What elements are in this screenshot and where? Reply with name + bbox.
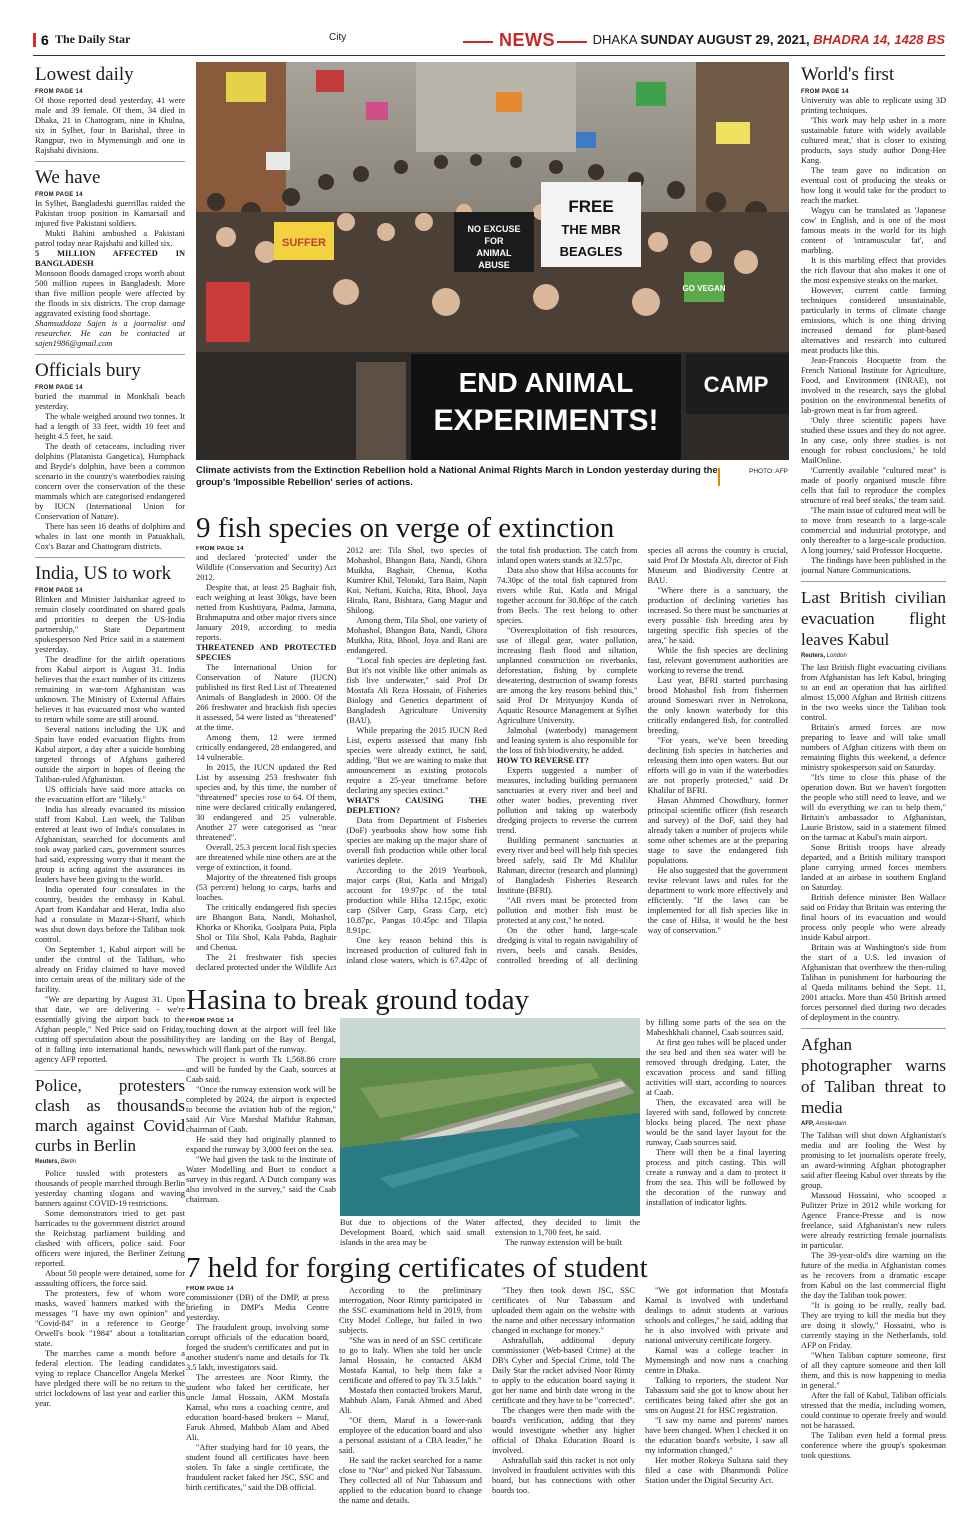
paragraph: In 2015, the IUCN updated the Red List by assessing 253 freshwater fish species and, by this time, the number of "threatened" species rose to 64. Of them, nine were declared critically endangered, 30 endangered and 25 vulnerable. Another 27 were categorised as "near threatened". <box>196 763 337 842</box>
paragraph: Britain's armed forces are now preparing to leave and will take small numbers of Afghan citizens with them on remaining flights this weekend, a defence ministry spokesperson said on Saturday. <box>801 723 946 772</box>
dateline: DHAKA SUNDAY AUGUST 29, 2021, BHADRA 14, 1428 BS <box>592 32 945 47</box>
paragraph: "Where there is a sanctuary, the production of declining varieties has increased. So there must be sanctuaries at every possible fish breeding area by targeting specific fish species of the area," he said. <box>647 586 788 645</box>
paragraph: He also suggested that the government revise relevant laws and rules for the department to work more effectively and efficiently. "If the laws can be implemented for all fish species like in the case of Hilsa, it would be the best way of conservation." <box>647 866 788 935</box>
headline-fish: 9 fish species on verge of extinction <box>196 512 615 544</box>
paragraph: "They then took down JSC, SSC certificates of Nur Tabassum and uploaded them again on the website with the name and other necessary information changed in exchange for money." <box>492 1286 635 1335</box>
paragraph: "Once the runway extension work will be completed by 2024, the airport is expected to become the aviation hub of the region," said Air Vice Marshal Mafidur Rahman, chairman of Caab. <box>186 1085 336 1134</box>
paragraph: commissioner (DB) of the DMP, at press briefing in DMP's Media Centre yesterday. <box>186 1293 329 1322</box>
svg-text:ANIMAL: ANIMAL <box>476 248 512 258</box>
paragraph: The International Union for Conservation of Nature (IUCN) published its first Red List of Threatened Animals of Bangladesh in 2000. Of the 266 freshwater and brackish fish species it assessed, 54 were listed as "threatened" at the time. <box>196 663 337 732</box>
paragraph: Despite that, at least 25 Baghair fish, each weighing at least 30kgs, have been netted from Kushtiyara, Padma, Jamuna, Brahmaputra and other major rivers since January 2019, according to media reports. <box>196 583 337 642</box>
forging-article: FROM PAGE 14 commissioner (DB) of the DMP, at press briefing in DMP's Media Centre yesterday. The fraudulent group, involving some corrupt officials of the education board, forged the student's certificates and put in another student's name and details for Tk 3.5 lakh, investigators said. The arrestees are Noor Rimty, the student who faked her certificate, her uncle Jamal Hossain, AKM Mostafa Kamal, who runs a coaching centre, and education board-based brokers -- Maruf, Faruk Ahmed, Mahbub Alam and Abed Ali. "After studying hard for 10 years, the student found all certificates have been stolen. To fake a single certificate, the fraudulent racket faked her JSC, SSC and birth certificates," said the DB official. According to the preliminary interrogation, Noor Rimty participated in the SSC examinations held in 2019, from City Model College, but failed in two subjects. "She was in need of an SSC certificate to go to Italy. When she told her uncle Jamal Hossain, he contacted AKM Mostafa Kamal, to help them fake a certificate and offered to pay Tk 3.5 lakh." Mostafa then contacted brokers Maruf, Mahbub Alam, Faruk Ahmed and Abed Ali. "Of them, Maruf is a lower-rank employee of the education board and also a personal assistant of a CBA leader," he said. He said the racket searched for a name close to "Nur" and picked Nur Tabassum. They collected all of Nur Tabassum and applied to the education board to change the name and details. "They then took down JSC, SSC certificates of Nur Tabassum and uploaded them again on the website with the name and other necessary information changed in exchange for money." Ashrafullah, additional deputy commissioner (Web-based Crime) at the DB's Cyber and Special Crime, told The Daily Star the racket advised Noor Rimty to apply to the education board saying it got her name and birth date wrong in the certificate and they have to be "corrected". The changes were then made with the board's verification, adding that they would investigate whether any higher official of Dhaka Education Board is involved. Ashrafullah said this racket is not only involved in fraudulent activities with this board, but has connections with other boards too. "We got information that Mostafa Kamal is involved with underhand dealings to admit students at various schools and colleges," he said, adding that he is also involved with private and national university certificate forgery. Kamal was a college teacher in Mymensingh and now runs a coaching centre in Dhaka. Talking to reporters, the student Nur Tabassum said she got to know about her certificates being faked after she got an sms on August 21 for HSC registration. "I saw my name and parents' names have been changed. When I checked it on the education board's website, I saw all my information changed." Her mother Rokeya Sultana said they filed a case with Dhanmondi Police Station under the Digital Security Act. <box>186 1286 788 1505</box>
section-city: City <box>329 32 347 43</box>
headline-worlds-first: World's first <box>801 64 895 85</box>
paragraph: While preparing the 2015 IUCN Red List, experts assessed that many fish species were already extinct, he said, adding, "But we are waiting to make that announcement as existing protocols require a 25-year timeframe before declaring any species extinct." <box>346 726 487 795</box>
paragraph: Jean-Francois Hocquette from the French National Institute for Agriculture, Food, and Environment (INRAE), not involved in the research, says the global position on the environmental benefits of lab-grown meat is far from agreed. <box>801 356 946 415</box>
svg-text:SUFFER: SUFFER <box>282 237 326 249</box>
paragraph: The last British flight evacuating civilians from Afghanistan has left Kabul, bringing to an end an operation that has airlifted almost 15,000 Afghan and British citizens in the two weeks since the Taliban took control. <box>801 663 946 722</box>
paragraph: Britain was at Washington's side from the start of a U.S. led invasion of Afghanistan that overthrew the then-ruling Taliban in punishment for harbouring the al Qaeda militants behind the Sept. 11, 2001 attacks. More than 450 British armed forces personnel died during two decades of deployment in the country. <box>801 943 946 1022</box>
paragraph: According to the 2019 Yearbook, major carps (Rui, Katla and Mrigal) account for 19.97pc of the total production while Hilsa 12.15pc, exotic carp (Silver Carp, Grass Carp, etc) 10.87pc, Pangas 10.45pc and Tilapia 8.91pc. <box>346 866 487 935</box>
paragraph: "After studying hard for 10 years, the student found all certificates have been stolen. To fake a single certificate, the fraudulent racket faked her JSC, SSC and birth certificates," said the DB official. <box>186 1443 329 1492</box>
paragraph: However, current cattle farming techniques considered unsustainable, particularly in terms of climate change emissions, which is one thing driving increased demand for plant-based alternatives and research into cultured meat products like this. <box>801 286 946 355</box>
right-column: World's first FROM PAGE 14 University was able to replicate using 3D printing techniques. 'This work may help usher in a more sustainable future with widely available cultured meat,' that is closer to existing products, says study author Dong-Hee Kang. The team gave no indication on eventual cost of producing the steaks or how long it would take for the product to reach the market. Wagyu can be translated as 'Japanese cow' in English, and is one of the most famous meats in the world for its high content of 'intramuscular fat', and marbling. It is this marbling effect that provides the rich flavour that also makes it one of the most expensive steaks on the market. However, current cattle farming techniques considered unsustainable, particularly in terms of climate change emissions, which is one thing driving increased demand for plant-based alternatives and research into cultured meat products like this. Jean-Francois Hocquette from the French National Institute for Agriculture, Food, and Environment (INRAE), not involved in the research, says the global position on the environmental benefits of lab-grown meat is far from agreed. 'Only three scientific papers have studied these issues and they do not agree. In any case, only three studies is not enough for robust conclusions,' he told MailOnline. 'Currently available "cultured meat" is made of poorly organised muscle fibre cells that fail to reproduce the complex structure of real beef steaks,' the team said. 'The main issue of cultured meat will be to move from research to a large-scale commercial and industrial prototype, and only thereafter to a large-scale production. A long journey,' said Professor Hocquette. The findings have been published in the journal Nature Communications. Last British civilian evacuation flight leaves Kabul Reuters, London The last British flight evacuating civilians from Afghanistan has left Kabul, bringing to an end an operation that has airlifted almost 15,000 Afghan and British citizens in the two weeks since the Taliban took control. Britain's armed forces are now preparing to leave and will take small numbers of Afghan citizens with them on remaining flights this weekend, a defence ministry spokesperson said on Saturday. "It's time to close this phase of the operation down. But we haven't forgotten the people who still need to leave, and we will do everything we can to help them," Britain's ambassador to Afghanistan, Laurie Bristow, said in a statement filmed on the tarmac at Kabul's main airport. Some British troops have already departed, and a British military transport plane carrying armed forces members landed at an airbase in southern England on Saturday. British defence minister Ben Wallace said on Friday that Britain was entering the final hours of its evacuation and would process only people who were already inside Kabul airport. Britain was at Washington's side from the start of a U.S. led invasion of Afghanistan that overthrew the then-ruling Taliban in punishment for harbouring the al Qaeda militants behind the Sept. 11, 2001 attacks. More than 450 British armed forces personnel died during two decades of deployment in the country. Afghan photographer warns of Taliban threat to media AFP, Amsterdam The Taliban will shut down Afghanistan's media and are fooling the West by promising to let journalists operate freely, an award-winning Afghan photographer said after fleeing Kabul over threats by the group. Massoud Hossaini, who scooped a Pulitzer Prize in 2012 while working for Agence France-Presse and is now freelance, said Afghanistan's new rulers were already restricting female journalists in particular. The 39-year-old's dire warning on the future of the media in Afghanistan comes as he recovers from a dramatic escape from Kabul on the last commercial flight the day the Taliban took power. "It is going to be really, really bad. They are trying to kill the media but they are doing it slowly," Hossaini, who is currently staying in the Netherlands, told AFP on Friday. "When Taliban capture someone, first of all they capture someone and then kill them, and this is now happening to media in general." After the fall of Kabul, Taliban officials stressed that the media, including women, could continue to operate freely and would not be harassed. The Taliban even held a formal press conference where the group's spokesman took questions. <box>801 64 946 1460</box>
headline-we-have: We have <box>35 167 101 188</box>
svg-text:END ANIMAL: END ANIMAL <box>458 367 634 398</box>
headline-hasina: Hasina to break ground today <box>186 984 530 1016</box>
paragraph: The Taliban will shut down Afghanistan's media and are fooling the West by promising to let journalists operate freely, an award-winning Afghan photographer said after fleeing Kabul over threats by the group. <box>801 1131 946 1190</box>
paragraph: "We got information that Mostafa Kamal is involved with underhand dealings to admit students at various schools and colleges," he said, adding that he is also involved with private and national university certificate forgery. <box>645 1286 788 1345</box>
subhead: THREATENED AND PROTECTED SPECIES <box>196 643 337 662</box>
paragraph: "It is going to be really, really bad. They are trying to kill the media but they are doing it slowly," Hossaini, who is currently staying in the Netherlands, told AFP on Friday. <box>801 1301 946 1350</box>
paragraph: Her mother Rokeya Sultana said they filed a case with Dhanmondi Police Station under the Digital Security Act. <box>645 1456 788 1485</box>
paragraph: According to the preliminary interrogation, Noor Rimty participated in the SSC examinations held in 2019, from City Model College, but failed in two subjects. <box>339 1286 482 1335</box>
paragraph: "All rivers must be protected from pollution and mother fish must be protected at any cost," he noted. <box>497 896 638 925</box>
paragraph: The changes were then made with the board's verification, adding that they would investigate whether any higher official of Dhaka Education Board is involved. <box>492 1406 635 1455</box>
headline-forging: 7 held for forging certificates of student <box>186 1252 648 1284</box>
paragraph: Ashrafullah said this racket is not only involved in fraudulent activities with this board, but has connections with other boards too. <box>492 1456 635 1495</box>
paragraph: One key reason behind this is increased production of cultured fish in inland close waters, which is 67.42pc of the total fish production. The catch from inland open waters stands at 32.57pc. <box>346 546 638 965</box>
paragraph: While the fish species are declining fast, relevant government authorities are working to reverse the trend. <box>647 646 788 675</box>
headline-officials-bury: Officials bury <box>35 360 141 381</box>
paragraph: On the other hand, large-scale dredging is vital to regain navigability of rivers, beels and canals. Besides, controlled breeding of all declining species all across the country is crucial, said Prof Dr Mostafa Ali, director of Fish Museum and Biodiversity Centre at BAU. <box>497 546 788 965</box>
paragraph: Experts suggested a number of measures, including building permanent sanctuaries at every river and beel and other water bodies, preventing river pollution and taking up waterbody dredging projects to reverse the current trend. <box>497 766 638 835</box>
svg-text:CAMP: CAMP <box>703 372 769 397</box>
paragraph: The Taliban even held a formal press conference where the group's spokesman took questions. <box>801 1431 946 1460</box>
paragraph: Kamal was a college teacher in Mymensingh and now runs a coaching centre in Dhaka. <box>645 1346 788 1375</box>
paragraph: The 39-year-old's dire warning on the future of the media in Afghanistan comes as he recovers from a dramatic escape from Kabul on the last commercial flight the day the Taliban took power. <box>801 1251 946 1300</box>
masthead-logo: The Daily Star <box>55 32 131 46</box>
paragraph: The team gave no indication on eventual cost of producing the steaks or how long it would take for the product to reach the market. <box>801 166 946 205</box>
paragraph: The fraudulent group, involving some corrupt officials of the education board, forged the student's certificates and put in another student's name and details for Tk 3.5 lakh, investigators said. <box>186 1323 329 1372</box>
paragraph: "She was in need of an SSC certificate to go to Italy. When she told her uncle Jamal Hossain, he contacted AKM Mostafa Kamal, to help them fake a certificate and offered to pay Tk 3.5 lakh." <box>339 1336 482 1385</box>
paragraph: Jalmohal (waterbody) management and leasing system is also responsible for the loss of fish biodiversity, he added. <box>497 726 638 755</box>
svg-text:ABUSE: ABUSE <box>478 260 510 270</box>
byline: Reuters, London <box>801 653 847 659</box>
paragraph: 'This work may help usher in a more sustainable future with widely available cultured meat,' that is closer to existing products, says study author Dong-Hee Kang. <box>801 116 946 165</box>
headline-afghan-photographer: Afghan photographer warns of Taliban threat to media <box>801 1035 946 1117</box>
paragraph: Massoud Hossaini, who scooped a Pulitzer Prize in 2012 while working for Agence France-Presse and is now freelance, said Afghanistan's new rulers were already restricting female journalists in particular. <box>801 1191 946 1250</box>
section-rule-right <box>557 41 587 43</box>
paragraph: Data also show that Hilsa accounts for 74.30pc of the total fish captured from rivers while Rui, Katla and Mrigal together account for 30.86pc of the catch from Beels. The rest belong to other species. <box>497 566 638 625</box>
section-title: NEWS <box>499 30 555 50</box>
paragraph: Data from Department of Fisheries (DoF) yearbooks show how some fish species are making up the major share of overall fish production while other local varieties deplete. <box>346 816 487 865</box>
paragraph: "Of them, Maruf is a lower-rank employee of the education board and also a personal assistant of a CBA leader," he said. <box>339 1416 482 1455</box>
svg-text:NO EXCUSE: NO EXCUSE <box>467 224 521 234</box>
hasina-left: FROM PAGE 14 touching down at the airport will feel like they are landing on the Bay of Bengal, which will flank part of the runway. The project is worth Tk 1,568.86 crore and will be funded by the Caab, sources at Caab said. "Once the runway extension work will be completed by 2024, the airport is expected to become the aviation hub of the region," said Air Vice Marshal Mafidur Rahman, chairman of Caab. He said they had originally planned to expand the runway by 3,000 feet on the sea. "We had given the task to the Institute of Water Modelling and Buet to conduct a survey in this regard. A Dutch company was also involved in the survey," said the Caab chairman. <box>186 1018 336 1204</box>
paragraph: Some British troops have already departed, and a British military transport plane carrying armed forces members landed at an airbase in southern England on Saturday. <box>801 843 946 892</box>
caption-accent <box>718 468 720 486</box>
paragraph: and declared 'protected' under the Wildlife (Conservation and Security) Act 2012. <box>196 553 337 582</box>
paragraph: "Overexploitation of fish resources, use of illegal gear, water pollution, increasing flash flood and siltation, unplanned construction on riverbanks, deforestation, fishing by complete dewatering, destruction of swamp forests are among the key reasons behind this," said Prof Dr Mrityunjoy Kunda of Aquatic Resource Management at Sylhet Agriculture University. <box>497 626 638 725</box>
svg-text:THE MBR: THE MBR <box>561 222 621 237</box>
page-number: 6 <box>33 32 49 48</box>
paragraph: "I saw my name and parents' names have been changed. When I checked it on the education board's website, I saw all my information changed." <box>645 1416 788 1455</box>
paragraph: "It's time to close this phase of the operation down. But we haven't forgotten the people who still need to leave, and we will do everything we can to help them," Britain's ambassador to Afghanistan, Laurie Bristow, said in a statement filmed on the tarmac at Kabul's main airport. <box>801 773 946 842</box>
paragraph: Majority of the threatened fish groups (53 percent) belong to carps, barbs and loaches. <box>196 873 337 902</box>
paragraph: Ashrafullah, additional deputy commissioner (Web-based Crime) at the DB's Cyber and Special Crime, told The Daily Star the racket advised Noor Rimty to apply to the education board saying it got her name and birth date wrong in the certificate and they have to be "corrected". <box>492 1336 635 1405</box>
header-rule <box>33 55 945 56</box>
hasina-middle: But due to objections of the Water Development Board, which said small islands in the area may be affected, they decided to limit the extension to 1,700 feet, he said. The runway extension will be built <box>340 1218 640 1247</box>
protest-photo <box>196 62 789 460</box>
paragraph: The arrestees are Noor Rimty, the student who faked her certificate, her uncle Jamal Hossain, AKM Mostafa Kamal, who runs a coaching centre, and education board-based brokers -- Maruf, Faruk Ahmed, Mahbub Alam and Abed Ali. <box>186 1373 329 1442</box>
paragraph: Talking to reporters, the student Nur Tabassum said she got to know about her certificates being faked after she got an sms on August 21 for HSC registration. <box>645 1376 788 1415</box>
hasina-right <box>646 1018 786 1250</box>
paragraph: Then, the excavated area will be layered with sand, followed by concrete blocks being placed. The next phase would be the sand layer layout for the runway, Caab sources said. <box>646 1098 786 1147</box>
paragraph: Building permanent sanctuaries at every river and beel will help fish species breed safely, said Dr Md Khalilur Rahman, director (research and planning) of Bangladesh Fisheries Research Institute (BFRI). <box>497 836 638 895</box>
paragraph: "When Taliban capture someone, first of all they capture someone and then kill them, and this is now happening to media in general." <box>801 1351 946 1390</box>
subhead: HOW TO REVERSE IT? <box>497 756 589 765</box>
svg-text:BEAGLES: BEAGLES <box>559 244 623 259</box>
paragraph: At first geo tubes will be placed under the sea bed and then sea water will be removed through dredging. Later, the excavation process and sand filling activities will start, according to sources at Caab. <box>646 1038 786 1097</box>
byline: AFP, Amsterdam <box>801 1121 847 1127</box>
paragraph: "We had given the task to the Institute of Water Modelling and Buet to conduct a survey in this regard. A Dutch company was also involved in the survey," said the Caab chairman. <box>186 1155 336 1204</box>
paragraph: The 21 freshwater fish species declared protected under the Wildlife Act 2012 are: Tila Shol, two species of Mohashol, Bhangon Bata, Nandi, Ghora Muikha, Baghair, Chenua, Kotha Kumirer Khil, Telotaki, Tara Baim, Napit Koi, Neftani, Kuicha, Rita, Bhool, Jaya Hiralu, Rani, Bishtara, Gang Magur and Shilong. <box>196 546 487 972</box>
paragraph: The critically endangered fish species are Bhangon Bata, Nandi, Mohashol, Khorka or Khorika, Goalpara Puia, Pipla Shol or Tila Shol, Kala Pabda, Baghair and Chenua. <box>196 903 337 952</box>
paragraph: Mostafa then contacted brokers Maruf, Mahbub Alam, Faruk Ahmed and Abed Ali. <box>339 1386 482 1415</box>
subhead: WHAT'S CAUSING THE DEPLETION? <box>346 796 487 815</box>
fish-article: FROM PAGE 14 and declared 'protected' under the Wildlife (Conservation and Security) Act 2012. Despite that, at least 25 Baghair fish, each weighing at least 30kgs, have been netted from Kushtiyara, Padma, Jamuna, Brahmaputra and other major rivers since January 2019, according to media reports. THREATENED AND PROTECTED SPECIES The International Union for Conservation of Nature (IUCN) published its first Red List of Threatened Animals of Bangladesh in 2000. Of the 266 freshwater and brackish fish species it assessed, 54 were listed as "threatened" at the time. Among them, 12 were termed critically endangered, 28 endangered, and 14 vulnerable. In 2015, the IUCN updated the Red List by assessing 253 freshwater fish species and, by this time, the number of "threatened" species rose to 64. Of them, nine were declared critically endangered, 30 endangered and 25 vulnerable. Another 27 were categorised as "near threatened". Overall, 25.3 percent local fish species are threatened while nine others are at the verge of extinction, it found. Majority of the threatened fish groups (53 percent) belong to carps, barbs and loaches. The critically endangered fish species are Bhangon Bata, Nandi, Mohashol, Khorka or Khorika, Goalpara Puia, Pipla Shol or Tila Shol, Kala Pabda, Baghair and Chenua. The 21 freshwater fish species declared protected under the Wildlife Act 2012 are: Tila Shol, two species of Mohashol, Bhangon Bata, Nandi, Ghora Muikha, Baghair, Chenua, Kotha Kumirer Khil, Telotaki, Tara Baim, Napit Koi, Neftani, Kuicha, Rita, Bhool, Jaya Hiralu, Rani, Bishtara, Gang Magur and Shilong. Among them, Tila Shol, one variety of Mohashol, Bhangon Bata, Nandi, Ghora Muikha, Rita, Bhool, Joya and Rani are endangered. "Local fish species are depleting fast. But it's not visible like other animals as fish live underwater," said Prof Dr Mostafa Ali Reza Hossain, of Fisheries Biology and Genetics department of Bangladesh Agriculture University (BAU). While preparing the 2015 IUCN Red List, experts assessed that many fish species were already extinct, he said, adding, "But we are waiting to make that announcement as existing protocols require a 25-year timeframe before declaring any species extinct." WHAT'S CAUSING THE DEPLETION? Data from Department of Fisheries (DoF) yearbooks show how some fish species are making up the major share of overall fish production while other local varieties deplete. According to the 2019 Yearbook, major carps (Rui, Katla and Mrigal) account for 19.97pc of the total production while Hilsa 12.15pc, exotic carp (Silver Carp, Grass Carp, etc) 10.87pc, Pangas 10.45pc and Tilapia 8.91pc. One key reason behind this is increased production of cultured fish in inland close waters, which is 67.42pc of the total fish production. The catch from inland open waters stands at 32.57pc. Data also show that Hilsa accounts for 74.30pc of the total fish captured from rivers while Rui, Katla and Mrigal together account for 30.86pc of the catch from Beels. The rest belong to other species. "Overexploitation of fish resources, use of illegal gear, water pollution, increasing flash flood and siltation, unplanned construction on riverbanks, deforestation, fishing by complete dewatering, destruction of swamp forests are among the key reasons behind this," said Prof Dr Mrityunjoy Kunda of Aquatic Resource Management at Sylhet Agriculture University. Jalmohal (waterbody) management and leasing system is also responsible for the loss of fish biodiversity, he added. HOW TO REVERSE IT? Experts suggested a number of measures, including building permanent sanctuaries at every river and beel and other water bodies, preventing river pollution and taking up waterbody dredging projects to reverse the current trend. Building permanent sanctuaries at every river and beel will help fish species breed safely, said Dr Md Khalilur Rahman, director (research and planning) of Bangladesh Fisheries Research Institute (BFRI). "All rivers must be protected from pollution and mother fish must be protected at any cost," he noted. On the other hand, large-scale dredging is vital to regain navigability of rivers, beels and canals. Besides, controlled breeding of all declining species all across the country is crucial, said Prof Dr Mostafa Ali, director of Fish Museum and Biodiversity Centre at BAU. "Where there is a sanctuary, the production of declining varieties has increased. So there must be sanctuaries at every possible fish breeding area by targeting specific fish species of the area," he said. While the fish species are declining fast, relevant government authorities are working to reverse the trend. Last year, BFRI started purchasing brood Mohashol fish from fishermen around Someswari river in Netrokona, the only known waterbody for this critically endangered fish, for controlled breeding. "For years, we've been breeding declining fish species in hatcheries and releasing them into open waters. But our efforts will go in vain if the waterbodies are not properly protected," said Dr Khalilur of BFRI. Hasan Ahmmed Chowdhury, former principal scientific officer (fish research and survey) of the DoF, said they had already taken a number of projects while some other schemes are at the preparing stage to save the endangered fish populations. He also suggested that the government revise relevant laws and rules for the department to work more effectively and efficiently. "If the laws can be implemented for all fish species like in the case of Hilsa, it would be the best way of conservation." <box>196 546 788 972</box>
paragraph: He said they had originally planned to expand the runway by 3,000 feet on the sea. <box>186 1135 336 1154</box>
left-column: Lowest daily FROM PAGE 14 Of those reported dead yesterday, 41 were male and 39 female. Of them, 34 died in Dhaka, 21 in Chattogram, nine in Khulna, six in Sylhet, four in Barishal, three in Rangpur, two in Mymensingh and one in Rajshahi divisions. We have FROM PAGE 14 In Sylhet, Bangladeshi guerrillas raided the Pakistan troop position in Kamarsail and injured five Pakistani soldiers. Mukti Bahini ambushed a Pakistani patrol today near Rajshahi and killed six. 5 MILLION AFFECTED IN BANGLADESH Monsoon floods damaged crops worth about 500 million rupees in Bangladesh. More than five million people were affected by the floods in six districts. The crop damage aggravated existing food shortage. Shamsuddoza Sajen is a journalist and researcher. He can be contacted at sajen1986@gmail.com Officials bury FROM PAGE 14 buried the mammal in Monkhali beach yesterday. The whale weighed around two tonnes. It had a length of 33 feet, width 10 feet and height 4.5 feet, he said. The death of cetaceans, including river dolphins (Platanista Gangetica), Humpback and Bryde's dolphin, have been a common scenario in the country's waterbodies raising concern over the conservation of the these mammals which are categorised endangered by IUCN (International Union for Conservation of Nature). There has seen 16 deaths of dolphins and whales in last one month in Patuakhali, Cox's Bazar and Chattogram districts. India, US to work FROM PAGE 14 Blinken and Minister Jaishankar agreed to remain closely coordinated on shared goals and priorities to deepen the US-India partnership," State Department spokesperson Ned Price said in a statement yesterday. The deadline for the airlift operations from Kabul airport is August 31. India believes that the exact number of its citizens remaining in war-torn Afghanistan was unknown. The Ministry of External Affairs believes it has evacuated most who wanted to return while some are still around. Several nations including the UK and Spain have ended evacuation flights from Kabul airport, a day after a suicide bombing targeted throngs of Afghans gathered outside the airport in hopes of fleeing the Taliban-ruled Afghanistan. US officials have said more attacks on the evacuation effort are "likely." India has already evacuated its mission staff from Kabul. Last week, the Taliban entered at least two of India's consulates in Afghanistan, searched for documents and took away parked cars, government sources had said, expressing worry that it meant the group is acting against the assurances its leaders have been giving to the world. India operated four consulates in the country, besides the embassy in Kabul. Apart from Kandahar and Herat, India also had a consulate in Mazar-i-Sharif, which was shut down days before the Taliban took control. On September 1, Kabul airport will be under the control of the Taliban, who already on Friday claimed to have moved into certain areas of the military side of the facility. "We are departing by August 31. Upon that date, we are delivering - we're essentially giving the airport back to the Afghan people," Ned Price said on Friday, cutting off speculation about the possibility of it falling into international hands, news agency AFP reported. Police, protesters clash as thousands march against Covid curbs in Berlin Reuters, Berlin Police tussled with protesters as thousands of people marched through Berlin yesterday chanting slogans and waving banners against COVID-19 restrictions. Some demonstrators tried to get past barricades to the government district around the Reichstag parliament building and clashed with officers, police said. Four officers were injured, the Berliner Zeitung reported. About 50 people were detained, some for assaulting officers, the force said. The protesters, few of whom wore masks, waved banners marked with the messages "I have my own opinion" and "Covid-84" in a reference to George Orwell's book "1984" about a totalitarian state. The marches came a month before a federal election. The leading candidates vying to replace Chancellor Angela Merkel have pledged there will be no return to the strict lockdowns of last year and earlier this year. <box>35 64 185 1408</box>
paragraph: "For years, we've been breeding declining fish species in hatcheries and releasing them into open waters. But our efforts will go in vain if the waterbodies are not properly protected," said Dr Khalilur of BFRI. <box>647 736 788 795</box>
paragraph: Overall, 25.3 percent local fish species are threatened while nine others are at the verge of extinction, it found. <box>196 843 337 872</box>
svg-text:FOR: FOR <box>484 236 504 246</box>
photo-credit: PHOTO: AFP <box>749 468 788 475</box>
paragraph: touching down at the airport will feel like they are landing on the Bay of Bengal, which will flank part of the runway. <box>186 1025 336 1054</box>
headline-british-flight: Last British civilian evacuation flight leaves Kabul <box>801 588 946 649</box>
photo-caption: Climate activists from the Extinction Rebellion hold a National Animal Rights March in London yesterday during the group's 'Impossible Rebellion' series of actions. <box>196 465 718 488</box>
paragraph: 'Currently available "cultured meat" is made of poorly organised muscle fibre cells that fail to reproduce the complex structure of real beef steaks,' the team said. <box>801 466 946 505</box>
paragraph: He said the racket searched for a name close to "Nur" and picked Nur Tabassum. They collected all of Nur Tabassum and applied to the education board to change the name and details. <box>339 1456 482 1505</box>
paragraph: The project is worth Tk 1,568.86 crore and will be funded by the Caab, sources at Caab said. <box>186 1055 336 1084</box>
paragraph: The findings have been published in the journal Nature Communications. <box>801 556 946 575</box>
paragraph: 'The main issue of cultured meat will be to move from research to a large-scale commercial and industrial prototype, and only thereafter to a large-scale production. A long journey,' said Professor Hocquette. <box>801 506 946 555</box>
svg-text:GO VEGAN: GO VEGAN <box>682 284 726 293</box>
headline-police-protesters: Police, protesters clash as thousands march against Covid curbs in Berlin <box>35 1076 185 1155</box>
paragraph: by filling some parts of the sea on the Maheshkhali channel, Caab sources said. <box>646 1018 786 1037</box>
paragraph: Among them, 12 were termed critically endangered, 28 endangered, and 14 vulnerable. <box>196 733 337 762</box>
paragraph: "Local fish species are depleting fast. But it's not visible like other animals as fish live underwater," said Prof Dr Mostafa Ali Reza Hossain, of Fisheries Biology and Genetics department of Bangladesh Agriculture University (BAU). <box>346 656 487 725</box>
paragraph: After the fall of Kabul, Taliban officials stressed that the media, including women, could continue to operate freely and would not be harassed. <box>801 1391 946 1430</box>
paragraph: Hasan Ahmmed Chowdhury, former principal scientific officer (fish research and survey) of the DoF, said they had already taken a number of projects while some other schemes are at the preparing stage to save the endangered fish populations. <box>647 796 788 865</box>
paragraph: Last year, BFRI started purchasing brood Mohashol fish from fishermen around Someswari river in Netrokona, the only known waterbody for this critically endangered fish, for controlled breeding. <box>647 676 788 735</box>
page-header <box>33 32 945 54</box>
paragraph: University was able to replicate using 3D printing techniques. <box>801 96 946 115</box>
paragraph: 'Only three scientific papers have studied these issues and they do not agree. In any case, only three studies is not enough for robust conclusions,' he told MailOnline. <box>801 416 946 465</box>
svg-text:EXPERIMENTS!: EXPERIMENTS! <box>433 404 659 437</box>
headline-lowest-daily: Lowest daily <box>35 64 134 85</box>
paragraph: Wagyu can be translated as 'Japanese cow' in English, and is one of the most famous meats in the world for its high content of 'intramuscular fat', and marbling. <box>801 206 946 255</box>
section-rule-left <box>463 41 493 43</box>
paragraph: There will then be a final layering process and pitch casting. This will create a runway and a dam to protect it from the sea. This will be followed by the decoration of the runway and installation of indicator lights. <box>646 1148 786 1207</box>
airport-rendering <box>340 1018 640 1216</box>
byline: Reuters, Berlin <box>35 1159 77 1165</box>
paragraph: Among them, Tila Shol, one variety of Mohashol, Bhangon Bata, Nandi, Ghora Muikha, Rita, Bhool, Joya and Rani are endangered. <box>346 616 487 655</box>
headline-india-us: India, US to work <box>35 563 172 584</box>
paragraph: It is this marbling effect that provides the rich flavour that also makes it one of the most expensive steaks on the market. <box>801 256 946 285</box>
paragraph: British defence minister Ben Wallace said on Friday that Britain was entering the final hours of its evacuation and would process only people who were already inside Kabul airport. <box>801 893 946 942</box>
svg-text:FREE: FREE <box>568 197 614 216</box>
